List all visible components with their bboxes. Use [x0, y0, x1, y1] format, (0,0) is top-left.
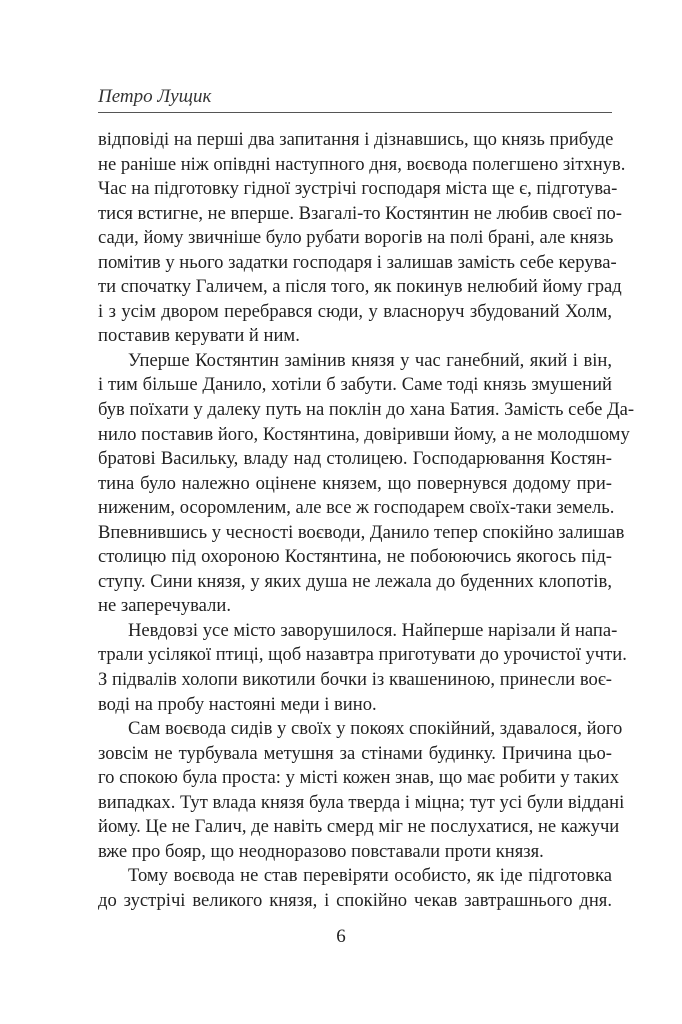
text-line: Час на підготовку гідної зустрічі господаря міста ще є, підготува- — [98, 178, 618, 200]
text-line: тися встигне, не вперше. Взагалі-то Костянтин не любив своєї по- — [98, 202, 623, 224]
text-line: і тим більше Данило, хотіли б забути. Саме тоді князь змушений — [98, 374, 612, 396]
text-line: Сам воєвода сидів у своїх у покоях спокійний, здавалося, його — [128, 718, 623, 740]
text-line: не заперечували. — [98, 595, 231, 617]
text-line: і з усім двором перебрався сюди, у власноруч збудований Холм, — [98, 300, 612, 322]
paragraph — [98, 864, 612, 913]
text-line: не раніше ніж опівдні наступного дня, воєвода полегшено зітхнув. — [98, 153, 626, 175]
paragraph — [98, 619, 627, 717]
text-line: вже про бояр, що неодноразово повставали проти князя. — [98, 840, 544, 862]
text-line: Тому воєвода не став перевіряти особисто, як іде підготовка — [128, 865, 612, 887]
text-line: сади, йому звичніше було рубати ворогів на полі брані, але князь — [98, 227, 614, 249]
text-line: відповіді на перші два запитання і дізнавшись, що князь прибуде — [98, 129, 614, 150]
text-line: воді на пробу настояні меди і вино. — [98, 693, 377, 715]
text-line: ступу. Сини князя, у яких душа не лежала до буденних клопотів, — [98, 570, 612, 592]
text-line: Уперше Костянтин замінив князя у час ганебний, який і він, — [128, 349, 612, 371]
text-line: ниженим, осоромленим, але все ж господарем своїх-таки земель. — [98, 497, 615, 519]
text-line: випадках. Тут влада князя була тверда і міцна; тут усі були віддані — [98, 791, 625, 813]
text-line: З підвалів холопи викотили бочки із квашениною, принесли воє- — [98, 669, 612, 691]
text-line: Впевнившись у чесності воєводи, Данило тепер спокійно залишав — [98, 521, 625, 543]
text-line: поставив керувати й ним. — [98, 325, 300, 347]
text-line: нило поставив його, Костянтина, довіривши йому, а не молодшому — [98, 423, 630, 445]
text-line: Невдовзі усе місто заворушилося. Найперше нарізали й напа- — [128, 619, 618, 641]
paragraph — [98, 349, 635, 619]
text-line: зовсім не турбувала метушня за стінами будинку. Причина цьо- — [98, 742, 612, 764]
text-line: до зустрічі великого князя, і спокійно чекав завтрашнього дня. — [98, 889, 612, 911]
text-line: трали усілякої птиці, щоб назавтра приготувати до урочистої учти. — [98, 644, 627, 666]
text-line: тина було належно оцінене князем, що повернувся додому при- — [98, 472, 612, 494]
text-line: йому. Це не Галич, де навіть смерд міг не послухатися, не кажучи — [98, 816, 620, 838]
page-number: 6 — [336, 926, 346, 947]
text-line: ти спочатку Галичем, а після того, як покинув нелюбий йому град — [98, 276, 622, 298]
paragraph — [98, 128, 626, 349]
paragraph — [98, 717, 625, 864]
running-head-author: Петро Лущик — [98, 86, 212, 107]
text-line: помітив у нього задатки господаря і залишав замість себе керува- — [98, 251, 617, 273]
text-line: го спокою була проста: у місті кожен знав, що має робити у таких — [98, 767, 620, 789]
text-line: був поїхати у далеку путь на поклін до хана Батия. Замість себе Да- — [98, 399, 635, 421]
text-line: столицю під охороною Костянтина, не побоюючись якогось під- — [98, 546, 612, 568]
header-rule — [98, 112, 612, 113]
body-text — [98, 128, 635, 914]
text-line: братові Васильку, владу над столицею. Господарювання Костян- — [98, 448, 612, 470]
